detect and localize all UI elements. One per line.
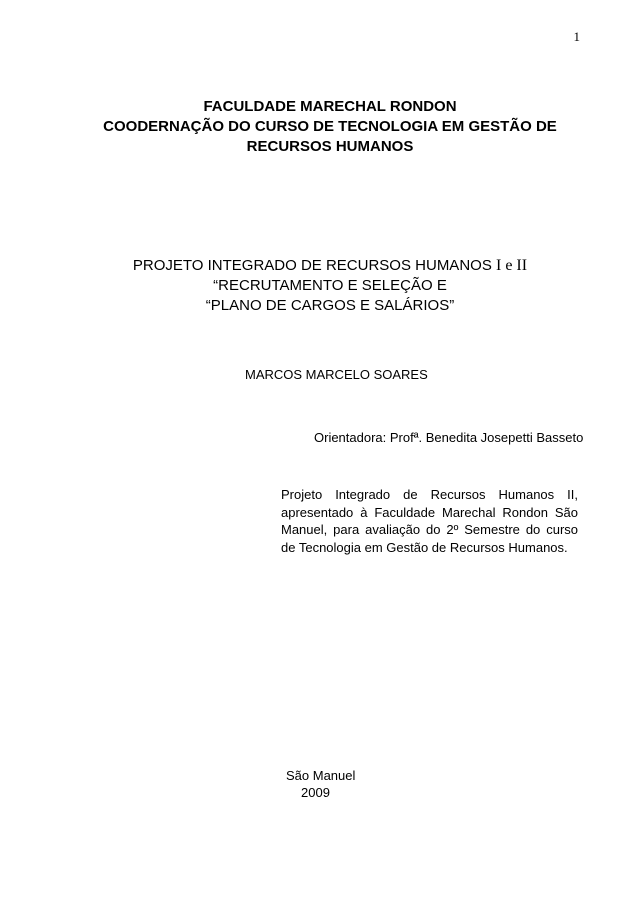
page-number: 1 — [573, 29, 580, 44]
institution-header — [100, 97, 560, 157]
city: São Manuel — [286, 768, 356, 783]
year: 2009 — [301, 785, 330, 800]
project-description: Projeto Integrado de Recursos Humanos II, apresentado à Faculdade Marechal Rondon São Manuel, para avaliação do 2º Semestre do curso de Tecnologia em Gestão de Recursos Humanos. — [281, 487, 578, 555]
author-name: MARCOS MARCELO SOARES — [245, 367, 428, 382]
advisor-name: Orientadora: Profª. Benedita Josepetti Basseto — [314, 430, 584, 445]
project-title — [120, 256, 540, 316]
project-subtitle-1: “RECRUTAMENTO E SELEÇÃO E — [213, 277, 447, 294]
course-coordination-line2: RECURSOS HUMANOS — [246, 138, 414, 155]
project-title-main-line — [120, 256, 540, 276]
project-title-main: PROJETO INTEGRADO DE RECURSOS HUMANOS — [132, 257, 492, 274]
institution-name: FACULDADE MARECHAL RONDON — [203, 98, 457, 115]
course-coordination-line1: COODERNAÇÃO DO CURSO DE TECNOLOGIA EM GESTÃO DE — [103, 118, 557, 135]
project-title-roman: I e II — [496, 257, 528, 274]
project-subtitle-2: “PLANO DE CARGOS E SALÁRIOS” — [205, 297, 455, 314]
